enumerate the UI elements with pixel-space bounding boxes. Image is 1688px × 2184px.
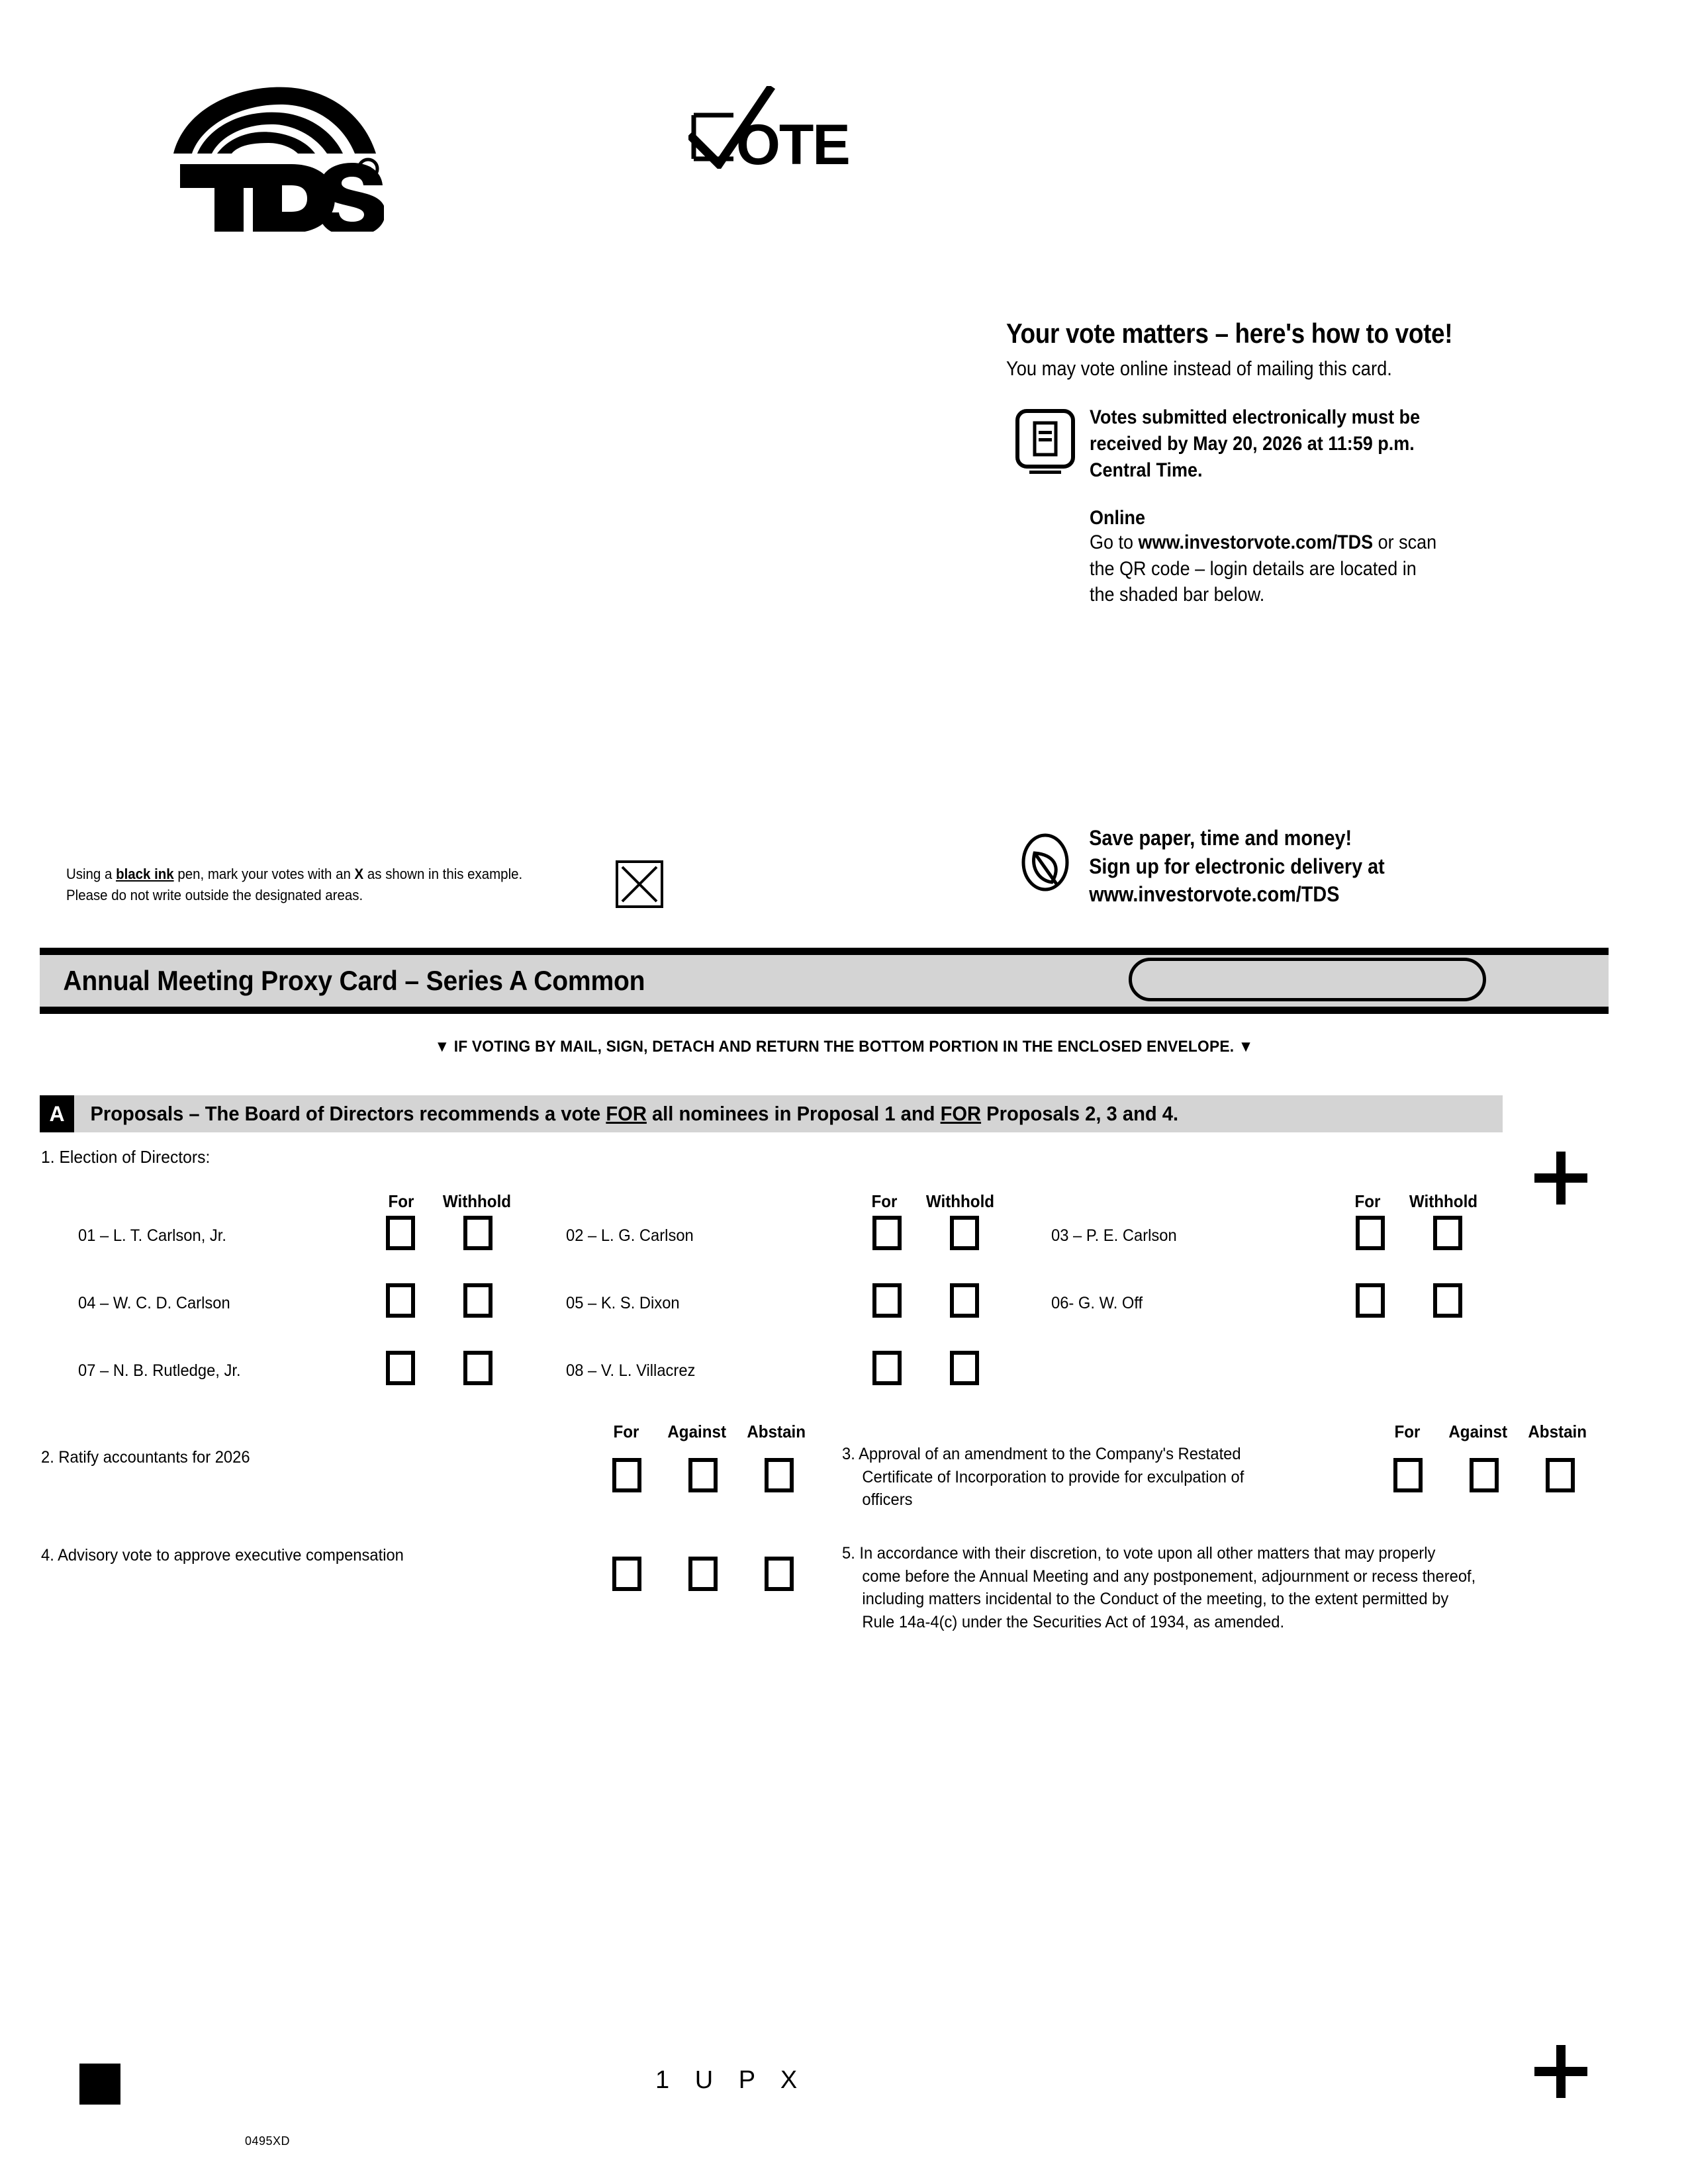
checkbox-p3-abstain[interactable] [1546, 1458, 1575, 1492]
svg-text:R: R [363, 164, 373, 177]
checkbox-04-withhold[interactable] [463, 1283, 492, 1318]
online-label: Online [1090, 507, 1146, 529]
checkbox-p2-against[interactable] [688, 1458, 718, 1492]
column-header-for-p3: For [1394, 1422, 1421, 1441]
checkbox-p2-abstain[interactable] [765, 1458, 794, 1492]
online-instructions [1090, 529, 1563, 608]
nominee-label-03: 03 – P. E. Carlson [1051, 1226, 1177, 1245]
column-header-for-middle: For [871, 1191, 898, 1211]
checkbox-08-withhold[interactable] [950, 1351, 979, 1385]
column-header-withhold-middle: Withhold [925, 1191, 995, 1211]
svg-text:OTE: OTE [736, 113, 849, 169]
black-ink-emphasis: black ink [116, 866, 174, 882]
checkbox-07-withhold[interactable] [463, 1351, 492, 1385]
checkbox-p3-against[interactable] [1470, 1458, 1499, 1492]
checkbox-03-for[interactable] [1356, 1216, 1385, 1250]
how-to-vote-title: Your vote matters – here's how to vote! [1006, 318, 1453, 349]
checkbox-01-for[interactable] [386, 1216, 415, 1250]
checkbox-p4-for[interactable] [612, 1557, 641, 1591]
checkbox-04-for[interactable] [386, 1283, 415, 1318]
save-paper-text [1084, 824, 1385, 909]
nominee-label-07: 07 – N. B. Rutledge, Jr. [78, 1361, 241, 1380]
control-number-field[interactable] [1129, 958, 1486, 1001]
checkbox-02-for[interactable] [872, 1216, 902, 1250]
checkbox-01-withhold[interactable] [463, 1216, 492, 1250]
deadline-line-1: Votes submitted electronically must be [1090, 406, 1421, 429]
leaf-no-paper-icon [1006, 824, 1084, 894]
how-to-vote-subtitle: You may vote online instead of mailing this card. [1006, 357, 1392, 381]
proposals-header-bar [40, 1095, 1503, 1132]
checkbox-02-withhold[interactable] [950, 1216, 979, 1250]
column-header-abstain-p3: Abstain [1528, 1422, 1587, 1441]
checkbox-03-withhold[interactable] [1433, 1216, 1462, 1250]
column-header-withhold-left: Withhold [442, 1191, 512, 1211]
vote-logo [688, 86, 854, 169]
computer-monitor-icon [1006, 404, 1084, 475]
checkbox-05-withhold[interactable] [950, 1283, 979, 1318]
column-header-abstain-p2: Abstain [747, 1422, 806, 1441]
nominee-label-05: 05 – K. S. Dixon [566, 1294, 680, 1312]
checkbox-06-withhold[interactable] [1433, 1283, 1462, 1318]
registration-crosshair-bottom [1534, 2045, 1587, 2098]
for-emphasis-1: FOR [606, 1102, 647, 1125]
alignment-block [79, 2064, 120, 2105]
election-of-directors-label: 1. Election of Directors: [41, 1147, 211, 1167]
x-emphasis: X [354, 866, 364, 882]
online-line-3: the shaded bar below. [1090, 584, 1265, 606]
online-url[interactable]: www.investorvote.com/TDS [1138, 531, 1374, 554]
page-code: 1 U P X [655, 2066, 807, 2094]
save-paper-section [1006, 824, 1615, 909]
how-to-vote-section [1006, 318, 1615, 608]
checkbox-p4-abstain[interactable] [765, 1557, 794, 1591]
nominee-label-08: 08 – V. L. Villacrez [566, 1361, 696, 1380]
column-header-against-p2: Against [667, 1422, 727, 1441]
column-header-withhold-right: Withhold [1409, 1191, 1478, 1211]
column-header-for-left: For [388, 1191, 414, 1211]
tds-logo [165, 79, 384, 232]
registration-crosshair-top [1534, 1152, 1587, 1205]
column-header-for-p2: For [613, 1422, 639, 1441]
checkbox-07-for[interactable] [386, 1351, 415, 1385]
proposal-4-text: 4. Advisory vote to approve executive compensation [41, 1546, 404, 1565]
marking-instructions-line-2: Please do not write outside the designated areas. [66, 886, 363, 903]
proposals-header-text: Proposals – The Board of Directors recommends a vote FOR all nominees in Proposal 1 and FOR Proposals 2, 3 and 4. [90, 1102, 1179, 1125]
deadline-line-2: received by May 20, 2026 at 11:59 p.m. [1090, 432, 1415, 455]
column-header-against-p3: Against [1448, 1422, 1508, 1441]
checkbox-p3-for[interactable] [1393, 1458, 1423, 1492]
column-header-for-right: For [1354, 1191, 1381, 1211]
for-emphasis-2: FOR [940, 1102, 982, 1125]
nominee-label-04: 04 – W. C. D. Carlson [78, 1294, 230, 1312]
marking-instructions-line-1: Using a black ink pen, mark your votes with an X as shown in this example. [66, 866, 523, 882]
checkbox-p2-for[interactable] [612, 1458, 641, 1492]
proposal-5-text: 5. In accordance with their discretion, to vote upon all other matters that may properly come before the Annual Meeting and any postponement, adjournment or recess thereof, including matters incidental to the Conduct of the meeting, to the extent permitted by Rule 14a-4(c) under the Securities Act of 1934, as amended. [842, 1544, 1476, 1631]
save-line-2: Sign up for electronic delivery at [1089, 854, 1385, 878]
nominee-label-01: 01 – L. T. Carlson, Jr. [78, 1226, 226, 1245]
checkbox-p4-against[interactable] [688, 1557, 718, 1591]
deadline-line-3: Central Time. [1090, 459, 1203, 481]
checkbox-06-for[interactable] [1356, 1283, 1385, 1318]
page-title: Annual Meeting Proxy Card – Series A Common [63, 965, 645, 996]
detach-notice: ▼ IF VOTING BY MAIL, SIGN, DETACH AND RETURN THE BOTTOM PORTION IN THE ENCLOSED ENVELOPE. ▼ [434, 1038, 1254, 1056]
proposal-3-text: 3. Approval of an amendment to the Company's Restated Certificate of Incorporation to provide for exculpation of officers [842, 1445, 1244, 1509]
checkbox-08-for[interactable] [872, 1351, 902, 1385]
nominee-label-06: 06- G. W. Off [1051, 1294, 1143, 1312]
save-line-1: Save paper, time and money! [1089, 826, 1352, 850]
electronic-deadline-text [1084, 404, 1615, 608]
x-mark-example-box [616, 860, 663, 908]
save-line-3[interactable]: www.investorvote.com/TDS [1089, 882, 1340, 907]
section-letter-badge: A [40, 1095, 74, 1132]
form-code: 0495XD [245, 2134, 291, 2148]
nominee-label-02: 02 – L. G. Carlson [566, 1226, 694, 1245]
online-line-2: the QR code – login details are located in [1090, 557, 1417, 580]
marking-instructions [66, 864, 559, 906]
checkbox-05-for[interactable] [872, 1283, 902, 1318]
electronic-deadline-row [1006, 404, 1615, 608]
online-line-1: Go to www.investorvote.com/TDS or scan [1090, 531, 1437, 554]
proposal-2-text: 2. Ratify accountants for 2026 [41, 1448, 250, 1467]
